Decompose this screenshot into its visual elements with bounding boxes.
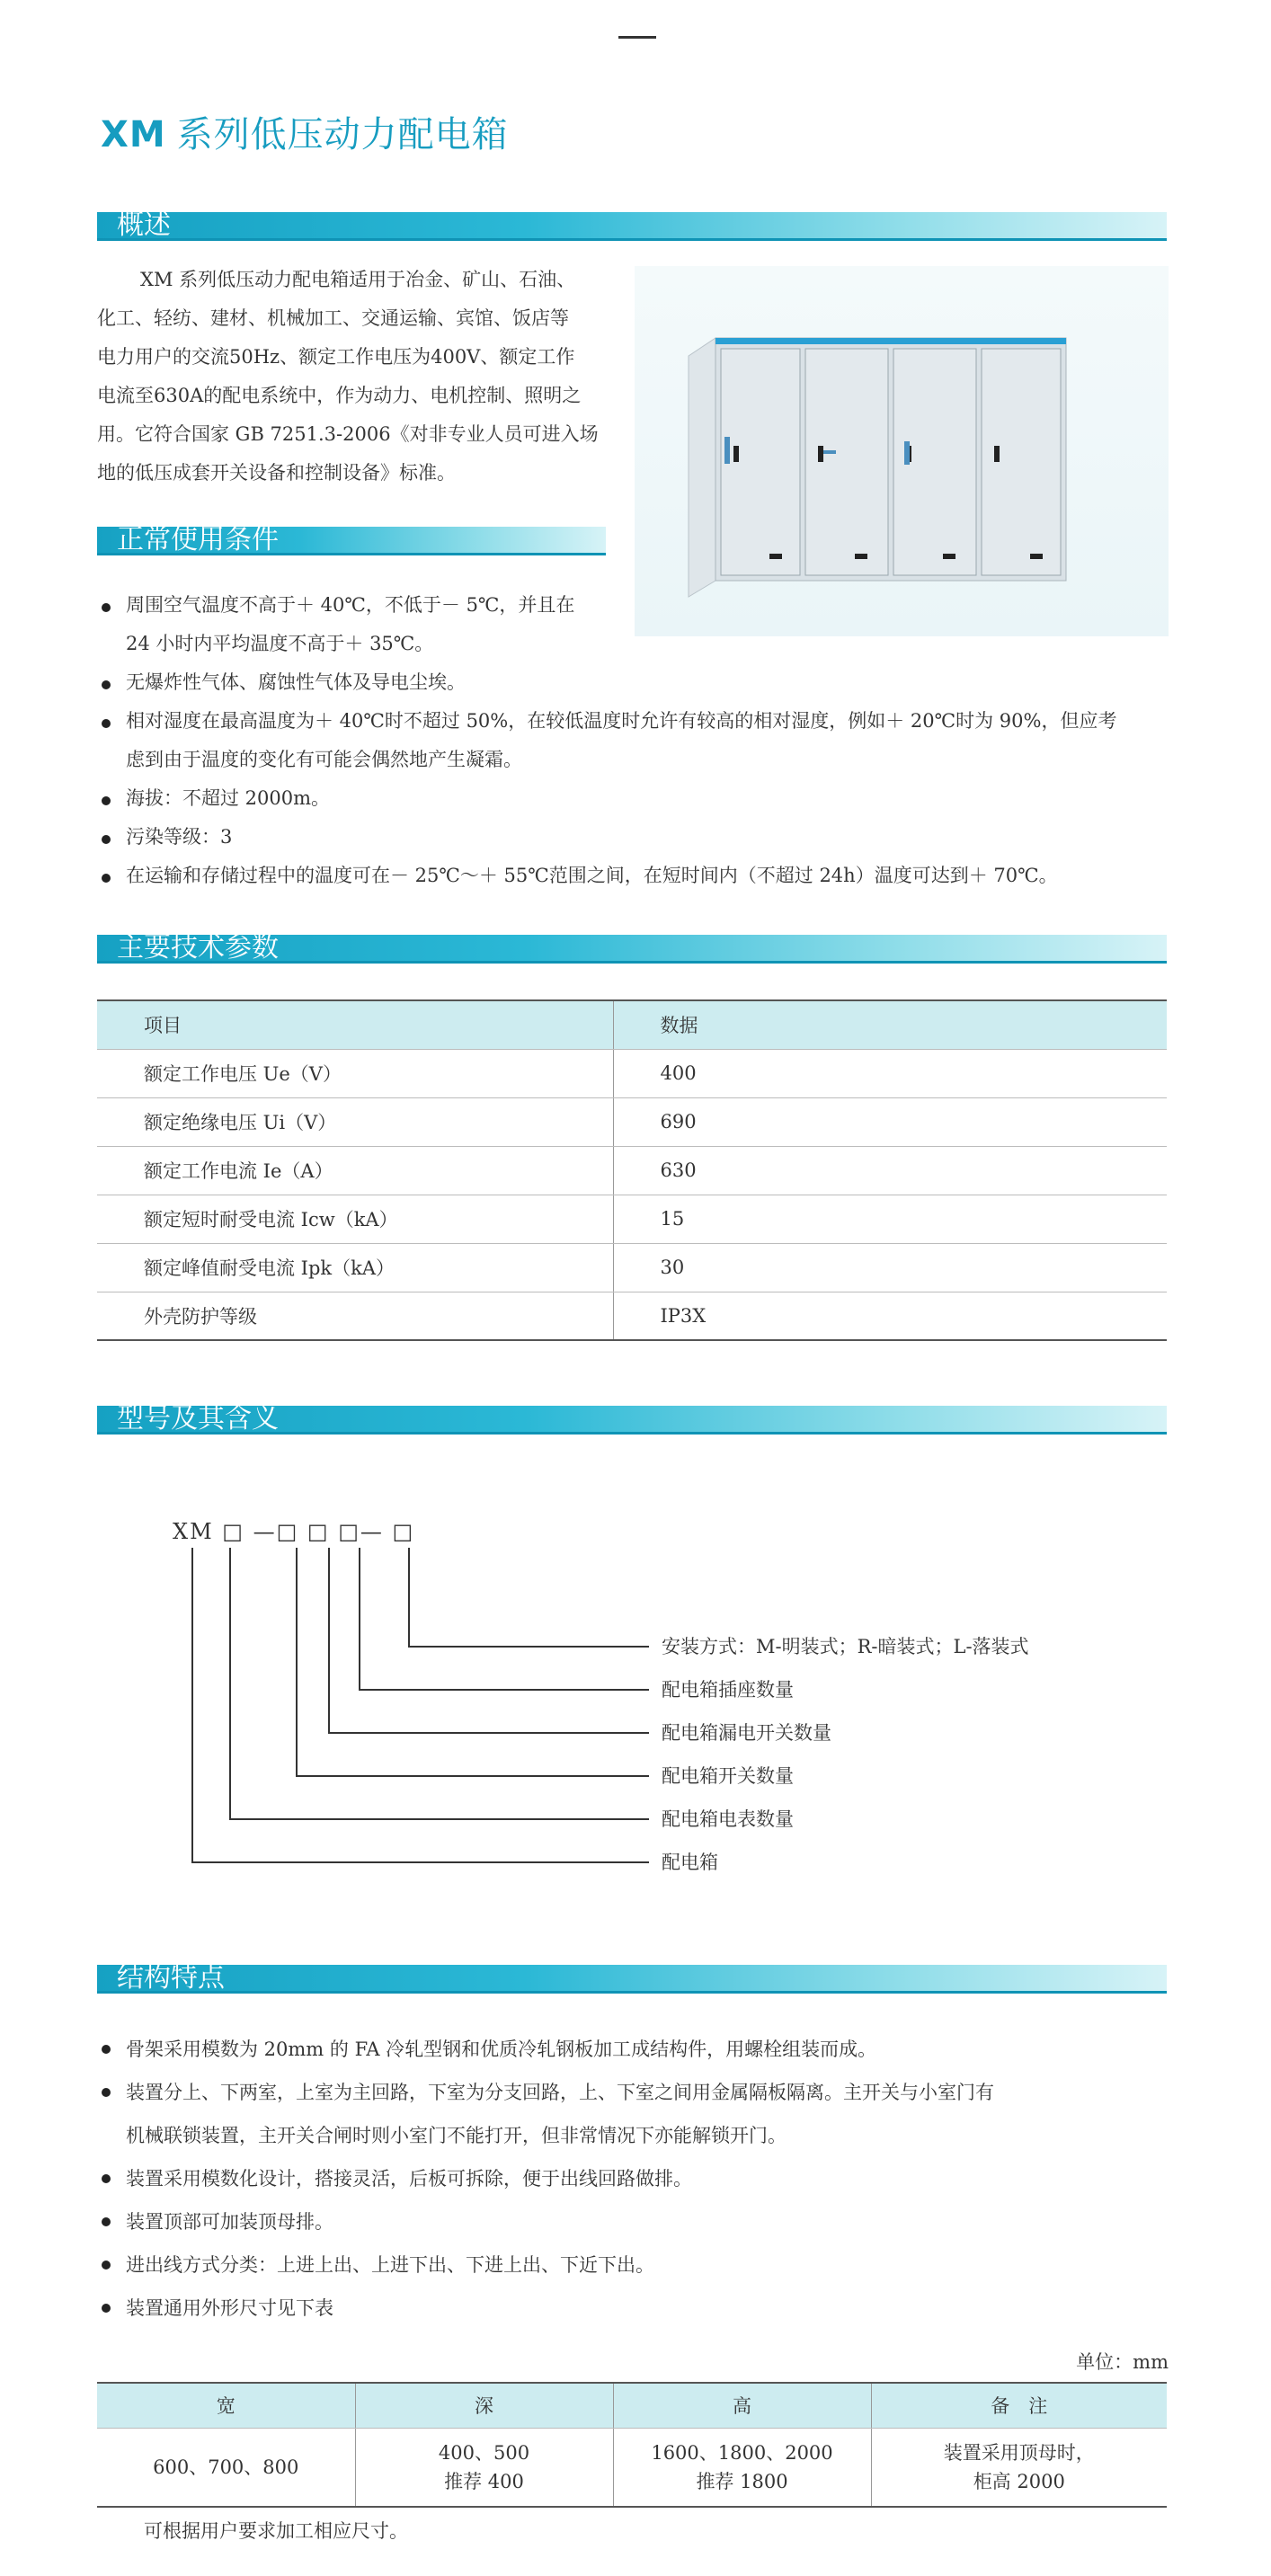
list-item: 进出线方式分类：上进上出、上进下出、下进上出、下近下出。	[99, 2243, 1174, 2287]
height-options: 1600、1800、2000	[651, 2441, 833, 2464]
list-item-text: 机械联锁装置，主开关合闸时则小室门不能打开，但非常情况下亦能解锁开门。	[126, 2125, 787, 2146]
overview-line: 电力用户的交流50Hz、额定工作电压为400V、额定工作	[97, 346, 575, 368]
list-item: 海拔：不超过 2000m。	[99, 779, 1174, 818]
param-name: 外壳防护等级	[97, 1292, 613, 1340]
param-value: 15	[613, 1195, 1167, 1243]
legend-mount-type: 安装方式：M-明装式；R-暗装式；L-落装式	[662, 1636, 1029, 1657]
remark-line: 装置采用顶母时，	[943, 2441, 1095, 2464]
list-item: 装置通用外形尺寸见下表	[99, 2287, 1174, 2330]
param-value: 690	[613, 1097, 1167, 1146]
overview-line: 化工、轻纺、建材、机械加工、交通运输、宾馆、饭店等	[97, 307, 569, 329]
overview-line: 用。它符合国家 GB 7251.3-2006《对非专业人员可进入场	[97, 423, 599, 445]
param-value: 630	[613, 1146, 1167, 1195]
legend-meter-count: 配电箱电表数量	[662, 1808, 794, 1830]
section-title-overview: 概述	[117, 209, 171, 241]
unit-label: 单位：mm	[1076, 2351, 1169, 2373]
param-value: 30	[613, 1243, 1167, 1292]
param-name: 额定工作电流 Ie（A）	[97, 1146, 613, 1195]
overview-line: 地的低压成套开关设备和控制设备》标准。	[97, 462, 456, 484]
column-header-height: 高	[613, 2383, 871, 2428]
depth-value	[355, 2428, 613, 2507]
section-title-model: 型号及其含义	[117, 1403, 279, 1435]
dimensions-table	[97, 2382, 1167, 2508]
list-item: 在运输和存储过程中的温度可在－ 25℃～＋ 55℃范围之间，在短时间内（不超过 24h）温度可达到＋ 70℃。	[99, 857, 1174, 895]
param-name: 额定峰值耐受电流 Ipk（kA）	[97, 1243, 613, 1292]
list-item: 无爆炸性气体、腐蚀性气体及导电尘埃。	[99, 663, 1174, 702]
section-title-structure: 结构特点	[117, 1962, 225, 1994]
height-recommended: 推荐 1800	[696, 2470, 788, 2492]
column-header-width: 宽	[97, 2383, 355, 2428]
structure-list	[99, 2028, 1174, 2330]
height-value	[613, 2428, 871, 2507]
width-value: 600、700、800	[97, 2428, 355, 2507]
param-value: 400	[613, 1049, 1167, 1097]
list-item-continuation	[99, 2114, 1174, 2157]
param-value: IP3X	[613, 1292, 1167, 1340]
depth-recommended: 推荐 400	[444, 2470, 524, 2492]
list-item-text: 虑到由于温度的变化有可能会偶然地产生凝霜。	[126, 749, 522, 770]
legend-switch-count: 配电箱开关数量	[662, 1765, 794, 1787]
list-item: 污染等级：3	[99, 818, 1174, 857]
list-item-text: 24 小时内平均温度不高于＋ 35℃。	[126, 633, 434, 654]
section-header-structure	[97, 1962, 1167, 1994]
column-header-item: 项目	[97, 1000, 613, 1049]
overview-line: XM 系列低压动力配电箱适用于冶金、矿山、石油、	[140, 269, 576, 290]
legend-box: 配电箱	[662, 1852, 718, 1873]
legend-socket-count: 配电箱插座数量	[662, 1679, 794, 1701]
column-header-value: 数据	[613, 1000, 1167, 1049]
list-item: 相对湿度在最高温度为＋ 40℃时不超过 50%，在较低温度时允许有较高的相对湿度，例如＋ 20℃时为 90%，但应考	[99, 702, 1174, 741]
table-header-row	[97, 2383, 1167, 2428]
param-name: 额定工作电压 Ue（V）	[97, 1049, 613, 1097]
title-prefix: XM	[101, 114, 166, 155]
list-item: 骨架采用模数为 20mm 的 FA 冷轧型钢和优质冷轧钢板加工成结构件，用螺栓组装而成。	[99, 2028, 1174, 2071]
list-item: 装置分上、下两室，上室为主回路，下室为分支回路，上、下室之间用金属隔板隔离。主开关与小室门有	[99, 2071, 1174, 2114]
overview-line: 电流至630A的配电系统中，作为动力、电机控制、照明之	[97, 385, 582, 406]
param-name: 额定短时耐受电流 Icw（kA）	[97, 1195, 613, 1243]
param-name: 额定绝缘电压 Ui（V）	[97, 1097, 613, 1146]
depth-options: 400、500	[438, 2441, 530, 2464]
column-header-remark: 备 注	[871, 2383, 1167, 2428]
title-text: 系列低压动力配电箱	[176, 114, 509, 155]
section-title-conditions: 正常使用条件	[117, 524, 279, 555]
remark-value	[871, 2428, 1167, 2507]
footnote: 可根据用户要求加工相应尺寸。	[144, 2520, 408, 2542]
list-item: 周围空气温度不高于＋ 40℃，不低于－ 5℃，并且在	[99, 586, 1174, 625]
section-title-tech: 主要技术参数	[117, 932, 279, 964]
model-code: XM □ —□ □ □— □	[173, 1519, 415, 1544]
legend-leakage-switch-count: 配电箱漏电开关数量	[662, 1722, 831, 1744]
table-row	[97, 2428, 1167, 2507]
column-header-depth: 深	[355, 2383, 613, 2428]
list-item: 装置采用模数化设计，搭接灵活，后板可拆除，便于出线回路做排。	[99, 2157, 1174, 2200]
list-item: 装置顶部可加装顶母排。	[99, 2200, 1174, 2243]
remark-line: 柜高 2000	[973, 2470, 1065, 2492]
